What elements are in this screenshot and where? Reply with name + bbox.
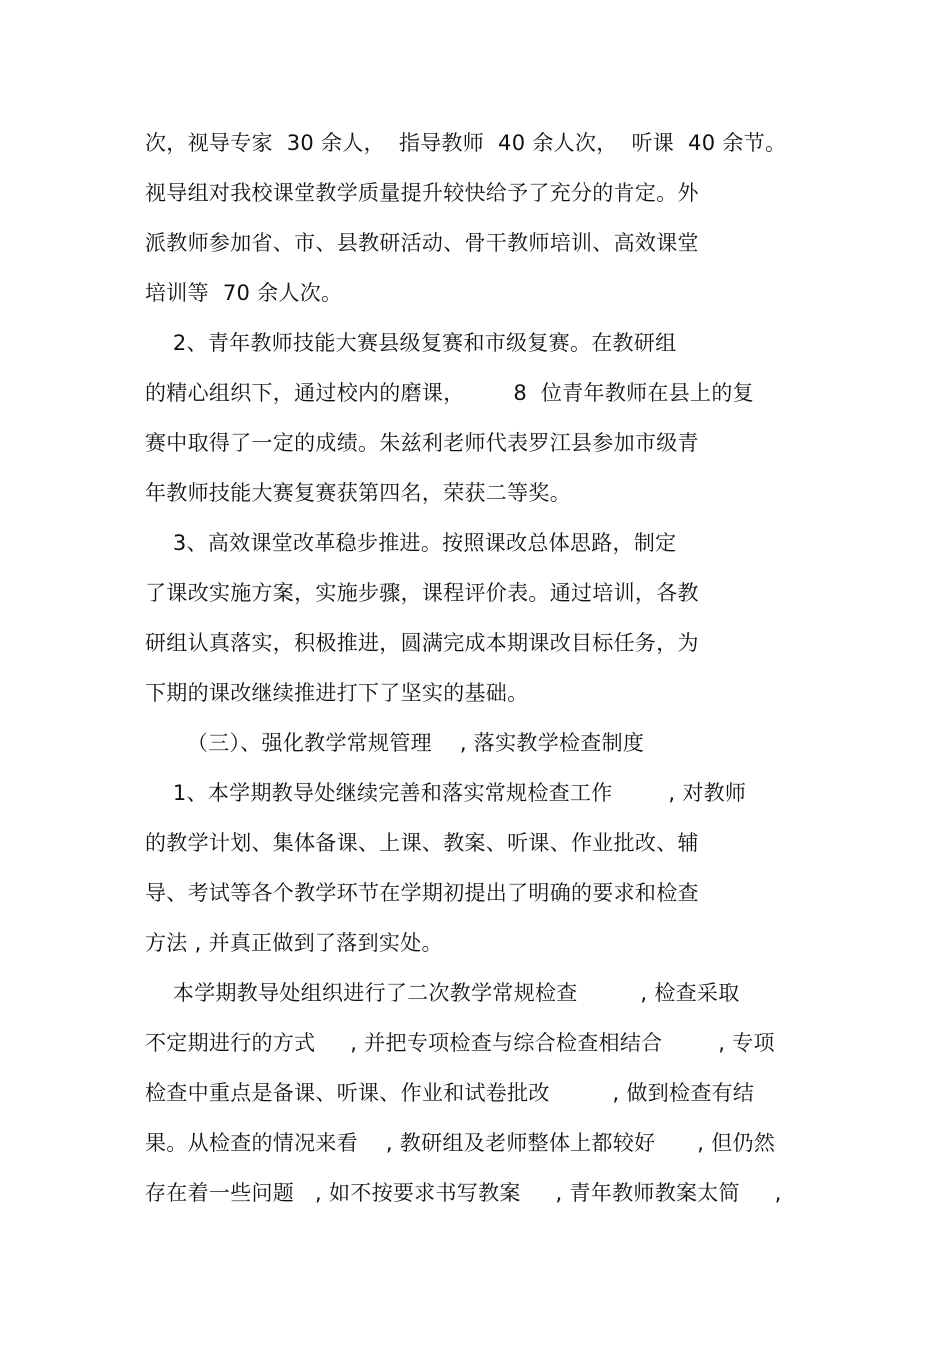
- text-line: 派教师参加省、市、县教研活动、骨干教师培训、高效课堂: [145, 231, 699, 255]
- text-line: 年教师技能大赛复赛获第四名，荣获二等奖。: [145, 481, 571, 505]
- text-line: 2、青年教师技能大赛县级复赛和市级复赛。在教研组: [145, 331, 677, 355]
- text-line: 1、本学期教导处继续完善和落实常规检查工作 , 对教师: [145, 781, 747, 805]
- text-line: 检查中重点是备课、听课、作业和试卷批改 , 做到检查有结: [145, 1081, 755, 1105]
- text-line: 本学期教导处组织进行了二次教学常规检查 , 检查采取: [145, 981, 740, 1005]
- text-line: 导、考试等各个教学环节在学期初提出了明确的要求和检查: [145, 881, 699, 905]
- text-line: 不定期进行的方式 , 并把专项检查与综合检查相结合 , 专项: [145, 1031, 775, 1055]
- text-line: 研组认真落实，积极推进，圆满完成本期课改目标任务，为: [145, 631, 699, 655]
- text-line: 果。从检查的情况来看 , 教研组及老师整体上都较好 , 但仍然: [145, 1131, 776, 1155]
- section-heading: （三）、强化教学常规管理 , 落实教学检查制度: [145, 731, 645, 755]
- text-line: 下期的课改继续推进打下了坚实的基础。: [145, 681, 529, 705]
- text-line: 的精心组织下，通过校内的磨课， 8 位青年教师在县上的复: [145, 381, 754, 405]
- text-line: 3、高效课堂改革稳步推进。按照课改总体思路，制定: [145, 531, 677, 555]
- text-line: 培训等 70 余人次。: [145, 281, 343, 305]
- text-line: 的教学计划、集体备课、上课、教案、听课、作业批改、辅: [145, 831, 699, 855]
- text-line: 次，视导专家 30 余人， 指导教师 40 余人次， 听课 40 余节。: [145, 131, 787, 155]
- text-line: 赛中取得了一定的成绩。朱兹利老师代表罗江县参加市级青: [145, 431, 699, 455]
- text-line: 方法 , 并真正做到了落到实处。: [145, 931, 443, 955]
- text-line: 存在着一些问题 , 如不按要求书写教案 , 青年教师教案太简 ,: [145, 1181, 782, 1205]
- text-line: 了课改实施方案，实施步骤，课程评价表。通过培训，各教: [145, 581, 699, 605]
- text-line: 视导组对我校课堂教学质量提升较快给予了充分的肯定。外: [145, 181, 699, 205]
